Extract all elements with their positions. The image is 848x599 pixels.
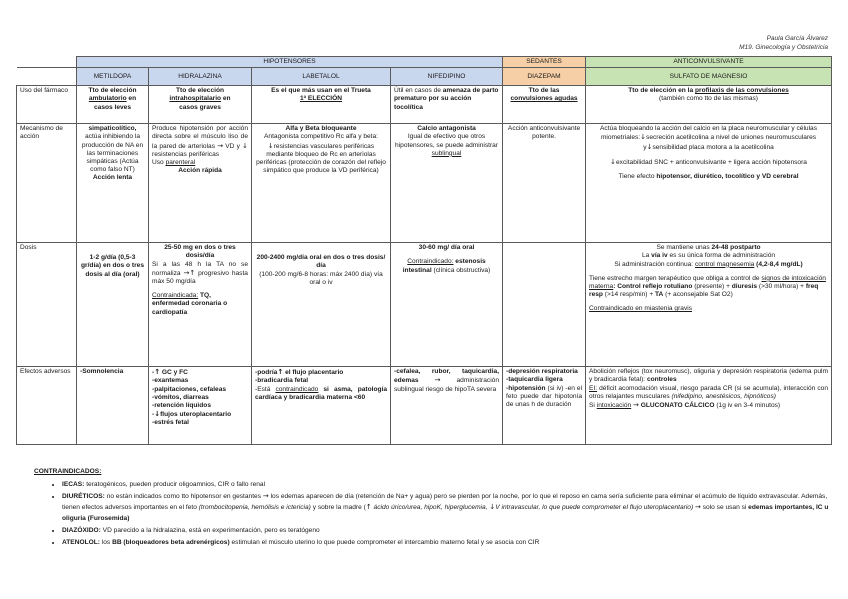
uso-hidralazina [149,86,252,124]
drug-metildopa: METILDOPA [77,68,149,86]
text: (1g iv en 3-4 minutos) [714,402,781,410]
drug-labetalol: LABETALOL [252,68,391,86]
contraindicados-section [34,466,830,549]
text: 25-50 mg en dos o tres dosis/día [164,244,236,260]
row-mecanismo [17,124,832,243]
text: IECAS: [62,481,85,488]
text: -bradicardia fetal [255,377,309,385]
text [80,95,145,103]
arrow-up-icon: ↑ [277,368,284,377]
list-item [62,491,830,524]
text: Produce hipotensión por acción directa sobre el músculo liso de la pared de arteriolas [152,125,248,150]
text: 30-60 mg/ día oral [418,244,475,252]
text: 1ª ELECCIÓN [299,95,342,103]
text: Si administración continua: [614,260,695,268]
text: Actúa bloqueando la acción del calcio en la placa neuromuscular y células miometriales: [600,125,818,142]
text [589,158,828,167]
text: DIURÉTICOS: [62,493,105,500]
author-block [739,35,828,52]
mec-hidralazina [149,124,252,243]
text: edemas importantes, IC u oliguria (Furosemida) [62,504,829,522]
text: Útil en casos de [394,87,443,95]
text: intrahospitalario [169,95,222,103]
arrow-right-icon: → [434,376,441,385]
text: EI: [589,384,598,392]
arrow-right-icon: → [262,492,269,500]
corner-cell [17,57,77,68]
text: actúa inhibiendo la producción de NA en las terminaciones simpáticas (Actúa como falso NT) [81,133,144,174]
efectos-labetalol [252,367,391,445]
dosis-metildopa [77,243,149,367]
uso-labetalol [252,86,391,124]
text: ATENOLOL: [62,539,100,546]
text: control magnesemia [694,260,755,268]
text: los edemas aparecen de día (retención de Na+ y agua) pero se pierden por la noche, por lo que el reposo en cama sería suficiente para eliminar el acúmulo de líquido extravascular. Además, tienen efectos adversos importantes en el feto [62,493,828,511]
text: no están indicados como tto hipotensor en gestantes [104,493,262,500]
text [589,87,828,95]
arrow-down-icon: ↓ [267,141,274,150]
text: ambulatorio [88,95,127,103]
text: -podría [255,369,278,377]
text: -estrés fetal [152,419,190,427]
uso-sulfato [586,86,832,124]
text: Alfa y Beta bloqueante [285,125,357,133]
arrow-down-icon: ↓ [640,133,647,142]
text: 200-2400 mg/día oral en dos o tres dosis/ día [256,254,386,270]
text: resistencias periféricas [152,150,220,158]
text: 1-2 g/día (0,5-3 gr/día) en dos o tres dosis al día (oral) [80,254,145,278]
course-name: M19. Ginecología y Obstetricia [739,43,828,51]
contraindicados-title: CONTRAINDICADOS: [34,468,102,475]
text: secreción acetilcolina a nivel de uniones neuromusculares y [643,134,817,151]
dosis-hidralazina [149,243,252,367]
text: Tto de elección en la [628,87,695,95]
text [152,95,248,103]
text [255,368,387,377]
text: 24-48 postparto [711,244,761,252]
text: Abolición reflejos (tox neuromusc), oliguria y depresión respiratoria (edema pulm y bradicardia fetal): [589,368,829,384]
text [589,385,828,401]
list-item [62,525,830,536]
mec-sulfato [586,124,832,243]
arrow-up-icon: ↑ [189,268,196,277]
text: VD y [225,142,240,150]
text: Tiene efecto [618,173,657,181]
row-efectos [17,367,832,445]
text: déficit acomodación visual, riesgo parada CR (si se acumula), interacción con otros relajantes musculares [589,384,829,400]
text: VD parecido a la hidralazina, está en experimentación, pero es teratógeno [100,527,320,534]
text: Antagonista competitivo Rc alfa y beta: [264,133,378,141]
text: (nifedipino, anestésicos, hipnóticos) [671,392,776,400]
row-label-mecanismo: Mecanismo de acción [17,124,77,243]
text: el flujo placentario [285,369,344,377]
text: resistencias vasculares periféricas mediante bloqueo de Rc en arteriolas periféricas (protección de corazón del reflejo simpático que produce la VD periférica) [256,142,386,175]
text [589,368,828,384]
arrow-down-icon: ↓ [154,410,161,419]
text: intoxicación [596,402,632,410]
text: TQ, enfermedad coronaria o cardiopatía [152,292,228,316]
text: Contraindicado: [407,258,454,266]
text [394,258,499,274]
contraindicados-list [40,479,830,548]
text: sensibilidad placa motora a la acetilcolina [652,143,774,151]
efectos-hidralazina [149,367,252,445]
text: es su única forma de administración [667,252,776,260]
row-label-efectos: Efectos adversos [17,367,77,445]
text: -retención líquidos [152,402,211,410]
text [589,125,828,152]
text: en [221,95,231,103]
text: (si iv) -en el feto puede dar hipotonía de unas h de duración [506,384,583,409]
text: Tiene estrecho margen terapéutico que obliga a control de [589,274,762,282]
mec-labetalol [252,124,391,243]
arrow-down-icon: ↓ [610,157,616,166]
text: -↓flujos uteroplacentario [152,410,232,419]
text: (4,2-8,4 mg/dL) [754,260,803,268]
text [589,275,828,300]
text: excitabilidad SNC + anticonvulsivante + ligera acción hipotensora [615,158,807,166]
mec-nifedipino [391,124,503,243]
text: Contraindicada: [152,292,199,300]
mec-metildopa [77,124,149,243]
arrow-down-icon: ↓ [242,141,248,150]
arrow-right-icon: → [217,141,224,150]
text: teratogénicos, pueden producir oligoamnios, CIR o fallo renal [84,481,266,488]
text [152,261,248,287]
text: Tto de elección [88,87,137,95]
list-item [62,537,830,548]
text: Calcio antagonista [417,125,476,133]
text: en [126,95,137,103]
text: (100-200 mg/6-8 horas: máx 2400 día) vía oral o iv [259,270,383,286]
text: -vómitos, diarreas [152,393,209,401]
efectos-diazepam [503,367,586,445]
text: GC y FC [161,369,188,377]
text: Tto de las [528,87,560,95]
text: hipotensor, diurético, tocolítico y VD cerebral [656,173,799,181]
dosis-nifedipino [391,243,503,367]
text: Si [589,402,597,410]
text: parenteral [165,159,196,167]
text: TA [655,291,664,299]
author-name: Paula García Álvarez [766,35,828,42]
text: Si a las 48 h la TA no se normaliza [152,260,248,277]
text: -Está [255,385,276,393]
text: flujos uteroplacentario [160,411,232,419]
text: (>30 ml/hora) + [757,283,806,291]
text [589,173,828,181]
dosis-sulfato [586,243,832,367]
text: -taquicardia ligera [506,376,563,384]
text: los [99,539,113,546]
efectos-sulfato [586,367,832,445]
text: -depresión respiratoria [506,368,578,376]
text: convulsiones agudas [510,95,578,103]
text: Tto de elección [176,87,224,95]
text: administración sublingual riesgo de hipoTA severa [394,377,500,393]
dosis-diazepam [503,243,586,367]
mec-diazepam: Acción anticonvulsivante potente. [503,124,586,243]
row-label-uso: Uso del fármaco [17,86,77,124]
drug-diazepam: DIAZEPAM [503,68,586,86]
arrow-down-icon: ↓ [489,503,496,511]
uso-nifedipino [391,86,503,124]
drug-nifedipino: NIFEDIPINO [391,68,503,86]
text: : Control reflejo rotuliano [613,283,693,291]
group-anticonvulsivante: ANTICONVULSIVANTE [586,57,832,68]
efectos-metildopa: -Somnolencia [77,367,149,445]
text: simpaticolítico, [88,125,137,133]
drug-header-row [17,68,832,86]
text [589,401,828,410]
uso-diazepam [503,86,586,124]
text: Igual de efectivo que otros hipotensores, se puede administrar [395,133,499,149]
text: BB (bloqueadores beta adrenérgicos) [112,539,230,546]
text: Acción lenta [92,174,133,182]
text: Es el que más usan en el Trueta [271,87,371,95]
text: Se mantiene unas [656,244,712,252]
text: amenaza de parto prematuro por su acción tocolítica [394,87,499,111]
text [506,385,582,410]
text: profilaxis de las convulsiones [694,87,789,95]
text: (>14 resp/min) + [602,291,656,299]
arrow-up-icon: ↑ [365,503,372,511]
text: casos leves [93,103,132,111]
text: ácido úrico/urea, hipoK, hiperglucemia, [371,504,488,511]
text: y sobre la madre ( [310,504,366,511]
text: Uso [152,159,166,167]
corner-cell-2 [17,68,77,86]
row-uso [17,86,832,124]
arrow-right-icon: → [183,268,190,277]
text: -exantemas [152,377,189,385]
text: -palpitaciones, cefaleas [152,385,227,393]
text: (presente) + [692,283,732,291]
text: GLUCONATO CÁLCICO [638,402,715,410]
drug-hidralazina: HIDRALAZINA [149,68,252,86]
text: -hipotensión [506,384,546,392]
text: (también como tto de las mismas) [659,95,758,103]
text: estimulan el músculo uterino lo que puede comprometer el intercambio materno fetal y se asocia con CIR [229,539,540,546]
text: La [642,252,652,260]
group-header-row [17,57,832,68]
text [589,252,828,260]
text: diuresis [731,283,758,291]
list-item [62,479,830,490]
text: si asma, patología cardíaca y bradicardia materna <60 [255,385,387,401]
text: Contraindicado en miastenia gravis [589,305,693,313]
text: sublingual [431,149,462,157]
text: (clínica obstructiva) [433,266,491,274]
text: vía iv [651,252,668,260]
text [589,261,828,269]
text: signos de intoxicación materna [589,274,826,291]
text: casos graves [179,103,221,111]
arrow-down-icon: ↓ [646,142,653,151]
arrow-right-icon: → [695,503,701,511]
text [152,159,248,167]
text: contraindicado [275,385,319,393]
text: DIAZÓXIDO: [62,527,101,534]
text: -↑ GC y FC [152,368,188,377]
text: (+ aconsejable Sat O2) [663,291,733,299]
text: (trombocitopenia, hemólisis e ictericia) [198,504,311,511]
text: Acción rápida [178,167,222,175]
text [255,386,387,402]
text: estenosis intestinal [402,258,486,274]
efectos-nifedipino [391,367,503,445]
text [589,244,828,252]
row-label-dosis: Dosis [17,243,77,367]
arrow-right-icon: → [633,401,639,410]
text: freq resp [589,283,819,299]
arrow-up-icon: ↑ [154,368,161,377]
dosis-labetalol [252,243,391,367]
uso-metildopa [77,86,149,124]
drug-sulfato: SULFATO DE MAGNESIO [586,68,832,86]
text: progresivo hasta máx 50 mg/día [152,269,248,286]
text: V intravascular, lo que puede comprometer el flujo uteroplacentario) [495,504,694,511]
text: solo se usan si [700,504,749,511]
row-dosis [17,243,832,367]
group-sedantes: SEDANTES [503,57,586,68]
text: -cefalea, rubor, taquicardia, edemas [394,368,500,385]
text: controles [646,376,677,384]
drug-table [16,56,832,445]
group-hipotensores: HIPOTENSORES [77,57,503,68]
text [152,292,248,317]
